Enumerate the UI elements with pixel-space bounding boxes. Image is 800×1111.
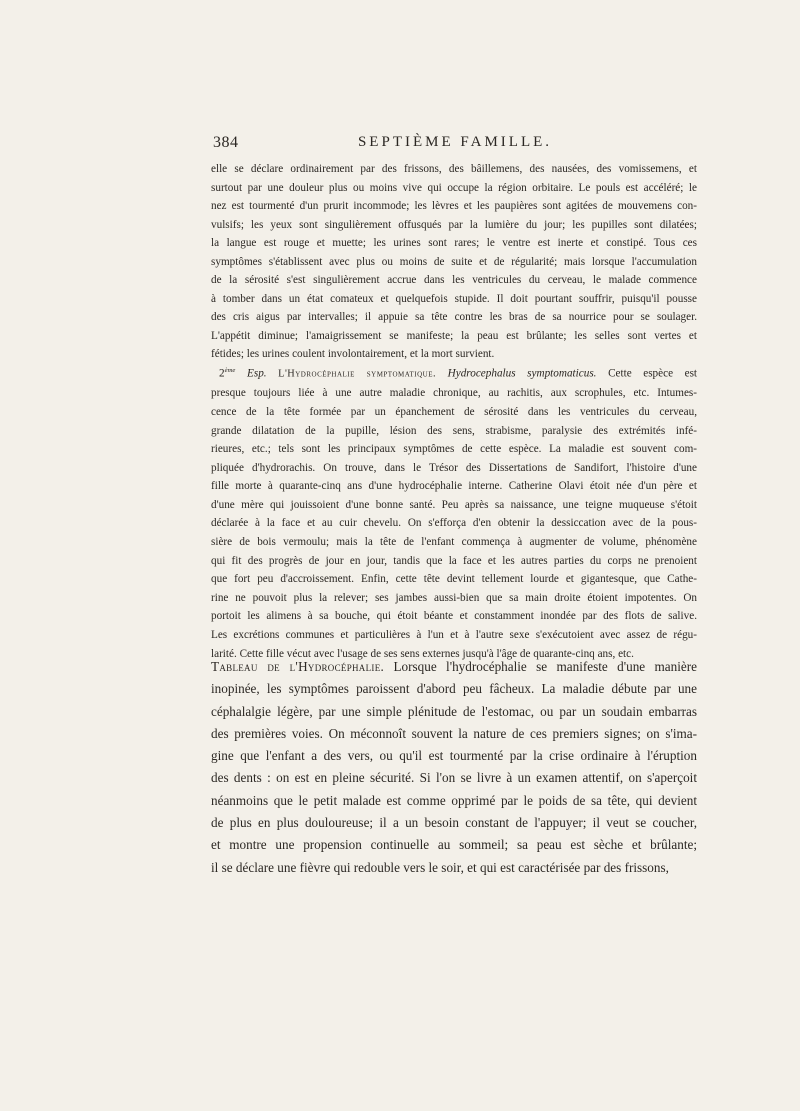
text-line: cence de la tête formée par un épanchement de sérosité dans les ventricules du cerveau, xyxy=(211,405,697,418)
page-number: 384 xyxy=(213,134,239,151)
text-line: sière de bois vermoulu; mais la tête de l'enfant commença à augmenter de volume, phénomène xyxy=(211,536,697,549)
tableau-title: Tableau de l'Hydrocéphalie. xyxy=(211,659,385,674)
text-line: qui fit des progrès de jour en jour, tandis que la face et les autres parties du corps ne prenoient xyxy=(211,554,697,567)
text-line: nez est tourmenté d'un prurit incommode; les lèvres et les paupières sont agitées de mouvemens con- xyxy=(211,200,697,212)
paragraph-symptoms-continued xyxy=(211,160,697,364)
text-line: à tomber dans un état comateux et quelquefois stupide. Il doit pourtant souffrir, puisqu'il pousse xyxy=(211,292,697,305)
text-line: larité. Cette fille vécut avec l'usage de ses sens externes jusqu'à l'âge de quarante-cinq ans, etc. xyxy=(211,647,634,660)
text-line: d'une mère qui jouissoient d'une bonne santé. Peu après sa naissance, une teigne muqueuse s'étoit xyxy=(211,498,697,511)
text-line: grande dilatation de la pupille, lésion des sens, strabisme, paralysie des extrémités infé- xyxy=(211,424,697,437)
text-line: inopinée, les symptômes paroissent d'abord peu fâcheux. La maladie débute par une xyxy=(211,681,697,697)
species-title: L'Hydrocéphalie symptomatique. xyxy=(278,368,437,380)
text-line: fille morte à quarante-cinq ans d'une hydrocéphalie interne. Catherine Olavi étoit née d'un père et xyxy=(211,480,697,493)
species-heading-line xyxy=(211,362,697,384)
text-line: portoit les alimens à sa bouche, qui étoit béante et constamment inondée par des flots de salive. xyxy=(211,610,697,623)
text-line: surtout par une douleur plus ou moins vive qui occupe la région orbitaire. Le pouls est accéléré; le xyxy=(211,181,697,194)
text-line: la langue est rouge et muette; les urines sont rares; le ventre est inerte et constipé. Tous ces xyxy=(211,237,697,249)
tableau-text-start: Lorsque l'hydrocéphalie se manifeste d'une manière xyxy=(393,659,697,674)
text-line: symptômes s'établissent avec plus ou moins de suite et de régularité; mais lorsque l'accumulation xyxy=(211,255,697,268)
tableau-heading-line xyxy=(211,656,697,678)
text-line: de la sérosité s'est singulièrement accrue dans les ventricules du cerveau, le malade commence xyxy=(211,274,697,286)
running-title: SEPTIÈME FAMILLE. xyxy=(357,134,553,150)
text-line: vulsifs; les yeux sont singulièrement offusqués par la lumière du jour; les pupilles sont dilatées; xyxy=(211,218,697,231)
text-line: presque toujours liée à une autre maladie chronique, au rachitis, aux scrophules, etc. Intumes- xyxy=(211,387,697,400)
paragraph-symptomatic-species xyxy=(211,362,697,663)
species-number-suffix: ème xyxy=(224,367,236,374)
species-abbrev: Esp. xyxy=(247,367,267,380)
text-line: que fort peu d'accroissement. Enfin, cette tête devint tellement lourde et gigantesque, que Cathe- xyxy=(211,573,697,586)
species-number: 2 xyxy=(219,367,225,380)
text-line: déclarée à la face et au cuir chevelu. On s'efforça d'en obtenir la dessiccation avec de la pous- xyxy=(211,517,697,530)
text-line: des premières voies. On méconnoît souvent la nature de ces premiers signes; on s'ima- xyxy=(211,725,697,741)
text-line: gine que l'enfant a des vers, ou qu'il est tourmenté par la crise ordinaire à l'éruption xyxy=(211,748,697,764)
species-text-start: Cette espèce est xyxy=(608,367,697,380)
text-line: il se déclare une fièvre qui redouble vers le soir, et qui est caractérisée par des frissons, xyxy=(211,859,669,875)
text-line: céphalalgie légère, par une simple plénitude de l'estomac, ou par un soudain embarras xyxy=(211,703,697,719)
text-line: des cris aigus par intervalles; il appuie sa tête contre les bras de sa nourrice pour se soulager. xyxy=(211,311,697,323)
page-header xyxy=(213,134,697,156)
text-line: elle se déclare ordinairement par des frissons, des bâillemens, des nausées, des vomissemens, et xyxy=(211,163,697,175)
species-latin-name: Hydrocephalus symptomaticus. xyxy=(447,367,597,380)
text-line: fétides; les urines coulent involontairement, et la mort survient. xyxy=(211,348,495,360)
text-line: rieures, etc.; tels sont les principaux symptômes de cette espèce. La maladie est souvent com- xyxy=(211,443,697,456)
text-line: néanmoins que le petit malade est comme opprimé par le poids de sa tête, qui devient xyxy=(211,792,697,808)
text-line: Les excrétions communes et particulières à l'un et à l'autre sexe s'exécutoient avec assez de régu- xyxy=(211,629,697,642)
text-line: de plus en plus douloureuse; il a un besoin constant de l'appuyer; il veut se coucher, xyxy=(211,815,697,831)
text-line: et montre une propension continuelle au sommeil; sa peau est sèche et brûlante; xyxy=(211,837,697,853)
text-line: pliquée d'hydrorachis. On trouve, dans le Trésor des Dissertations de Sandifort, l'histoire d'une xyxy=(211,461,697,474)
text-line: des dents : on est en pleine sécurité. Si l'on se livre à un examen attentif, on s'aperçoit xyxy=(211,770,697,786)
text-line: L'appétit diminue; l'amaigrissement se manifeste; la peau est brûlante; les selles sont vertes et xyxy=(211,329,697,342)
text-line: rine ne pouvoit plus la relever; ses jambes aussi-bien que sa main droite étoient impotentes. On xyxy=(211,591,697,604)
paragraph-tableau xyxy=(211,656,697,879)
